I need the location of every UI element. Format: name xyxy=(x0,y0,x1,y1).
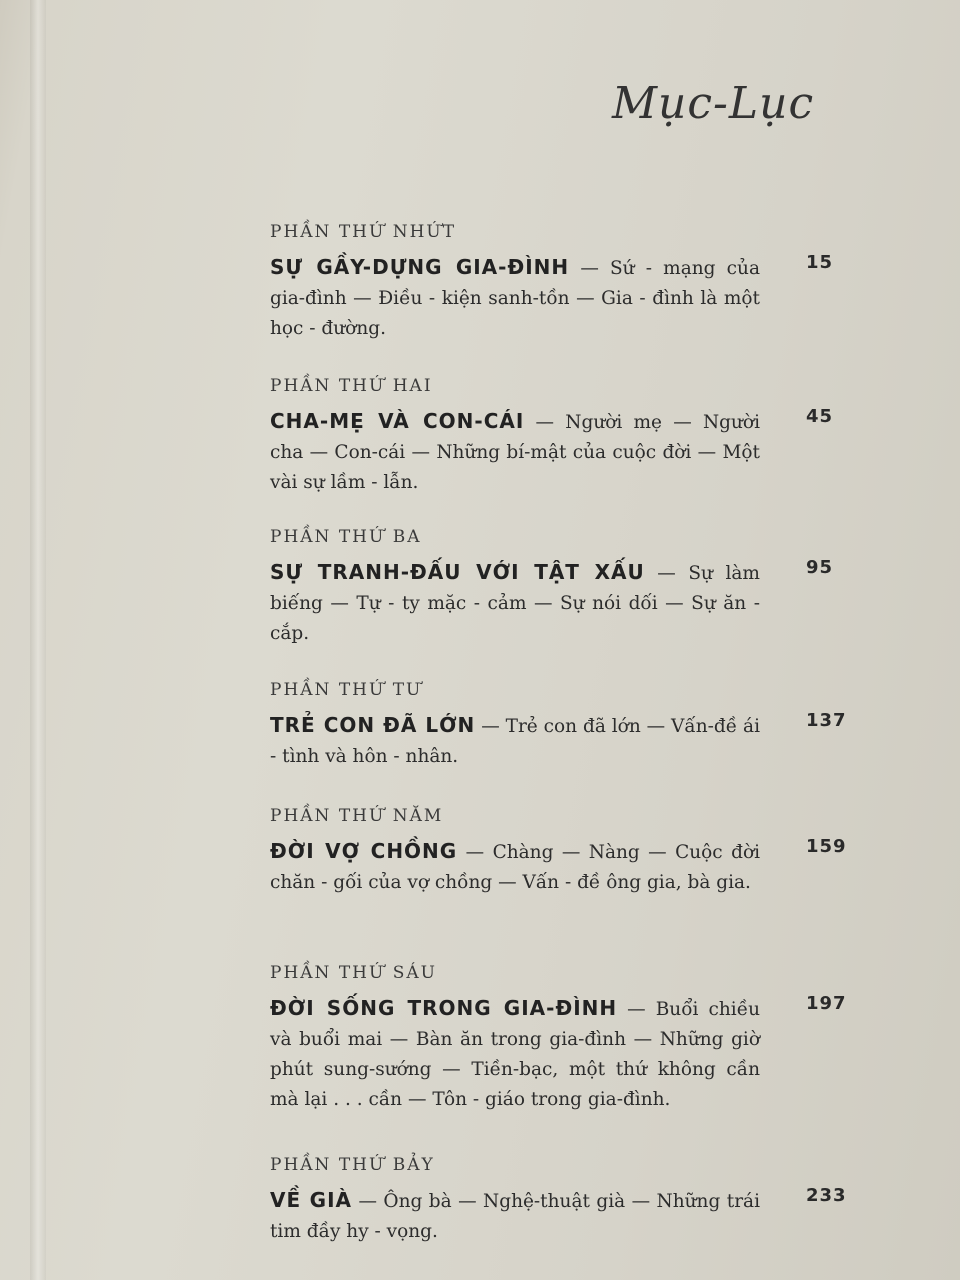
entry-description: — Ông bà — Nghệ-thuật già — Những trái tim đầy hy - vọng. xyxy=(270,1191,760,1242)
toc-section-5 xyxy=(270,806,870,898)
entry-text xyxy=(270,1185,760,1247)
entry-heading: VỀ GIÀ xyxy=(270,1188,353,1212)
entry-text xyxy=(270,557,760,649)
entry-heading: TRẺ CON ĐÃ LỚN xyxy=(270,713,476,737)
toc-entry xyxy=(270,252,870,344)
part-label: PHẦN THỨ SÁU xyxy=(270,963,437,983)
entry-heading: SỰ TRANH-ĐẤU VỚI TẬT XẤU xyxy=(270,560,645,584)
toc-entry xyxy=(270,836,870,898)
entry-text xyxy=(270,710,760,772)
part-label: PHẦN THỨ TƯ xyxy=(270,680,423,700)
toc-entry xyxy=(270,1185,870,1247)
page-number: 15 xyxy=(806,252,834,273)
toc-section-4 xyxy=(270,680,870,772)
page-number: 197 xyxy=(806,993,847,1014)
page-number: 159 xyxy=(806,836,847,857)
page-number: 137 xyxy=(806,710,847,731)
entry-text xyxy=(270,836,760,898)
entry-text xyxy=(270,993,760,1115)
entry-heading: ĐỜI VỢ CHỒNG xyxy=(270,839,458,863)
page-number: 95 xyxy=(806,557,834,578)
page-title: Mục-Lục xyxy=(612,78,815,129)
toc-section-6 xyxy=(270,963,870,1115)
part-label: PHẦN THỨ HAI xyxy=(270,376,433,396)
toc-section-3 xyxy=(270,527,870,649)
entry-description: — Người mẹ — Người cha — Con-cái — Những bí-mật của cuộc đời — Một vài sự lầm - lẫn. xyxy=(270,412,760,493)
entry-heading: SỰ GẦY-DỰNG GIA-ĐÌNH xyxy=(270,255,570,279)
entry-text xyxy=(270,406,760,498)
page-fold xyxy=(30,0,46,1280)
toc-entry xyxy=(270,406,870,498)
part-label: PHẦN THỨ BẢY xyxy=(270,1155,435,1175)
toc-entry xyxy=(270,557,870,649)
part-label: PHẦN THỨ NHỨT xyxy=(270,222,457,242)
toc-entry xyxy=(270,993,870,1115)
entry-description: — Chàng — Nàng — Cuộc đời chăn - gối của vợ chồng — Vấn - đề ông gia, bà gia. xyxy=(270,842,760,893)
toc-section-1 xyxy=(270,222,870,344)
entry-heading: CHA-MẸ VÀ CON-CÁI xyxy=(270,409,525,433)
part-label: PHẦN THỨ NĂM xyxy=(270,806,444,826)
part-label: PHẦN THỨ BA xyxy=(270,527,422,547)
entry-heading: ĐỜI SỐNG TRONG GIA-ĐÌNH xyxy=(270,996,618,1020)
entry-description: — Trẻ con đã lớn — Vấn-đề ái - tình và hôn - nhân. xyxy=(270,716,761,767)
toc-section-7 xyxy=(270,1155,870,1247)
toc-entry xyxy=(270,710,870,772)
page-number: 233 xyxy=(806,1185,847,1206)
entry-description: — Buổi chiều và buổi mai — Bàn ăn trong gia-đình — Những giờ phút sung-sướng — Tiền-bạc, một thứ không cần mà lại . . . cần — Tôn - giáo trong gia-đình. xyxy=(270,999,760,1110)
entry-text xyxy=(270,252,760,344)
toc-section-2 xyxy=(270,376,870,498)
page-number: 45 xyxy=(806,406,834,427)
entry-description: — Sứ - mạng của gia-đình — Điều - kiện sanh-tồn — Gia - đình là một học - đường. xyxy=(270,258,760,339)
entry-description: — Sự làm biếng — Tự - ty mặc - cảm — Sự nói dối — Sự ăn - cắp. xyxy=(270,563,760,644)
